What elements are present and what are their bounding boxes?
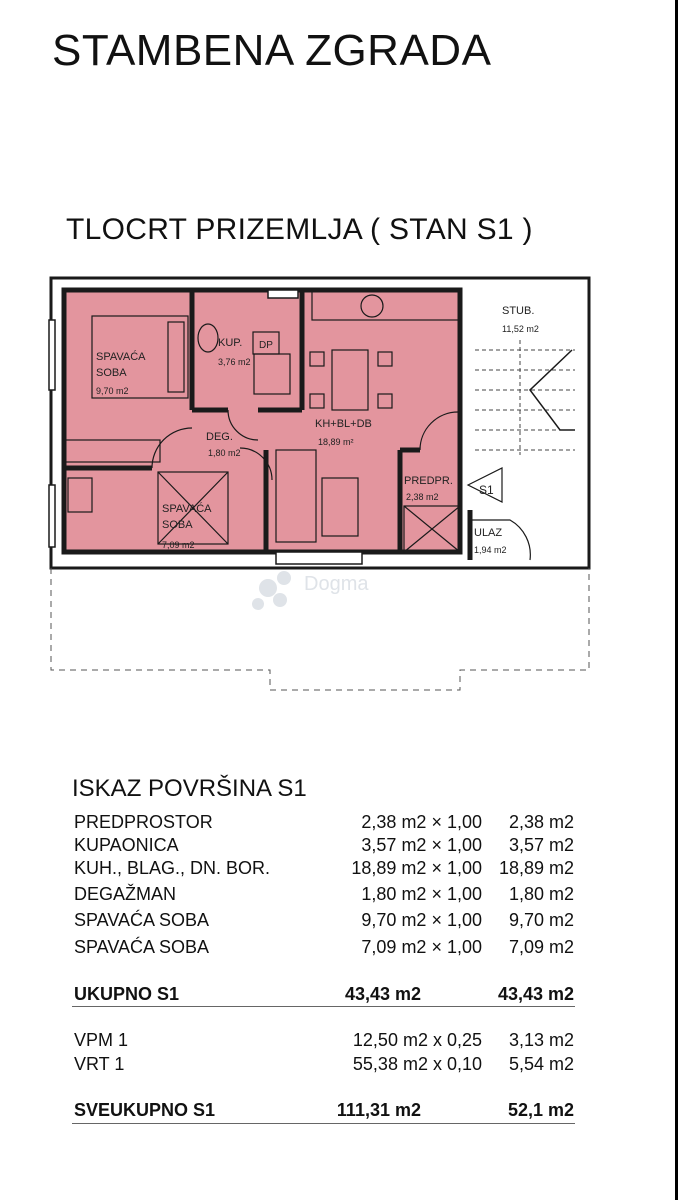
row-calc: 7,09 m2 × 1,00: [361, 937, 482, 957]
row-label: VPM 1: [74, 1030, 129, 1050]
row-label: PREDPROSTOR: [74, 812, 213, 832]
room-label-entry: PREDPR.: [404, 475, 453, 487]
room-area-porch: 1,94 m2: [474, 545, 507, 555]
room-label-bedroom-2: SPAVAĆA: [162, 503, 212, 515]
room-area-kitchen: 18,89 m²: [318, 437, 354, 447]
table-row: [0, 835, 679, 859]
room-label-bathroom: KUP.: [218, 337, 243, 349]
row-calc: 18,89 m2 × 1,00: [351, 858, 482, 878]
room-label-bedroom-1: SPAVAĆA: [96, 351, 146, 363]
row-label: SPAVAĆA SOBA: [74, 910, 210, 930]
room-label-bedroom-2-2: SOBA: [162, 519, 193, 531]
row-result: 3,13 m2: [508, 1030, 574, 1050]
watermark-text: Dogma: [304, 573, 369, 595]
row-label: SPAVAĆA SOBA: [74, 937, 210, 957]
floor-plan: [40, 270, 640, 720]
row-calc: 9,70 m2 × 1,00: [361, 910, 482, 930]
table-row: [0, 910, 679, 934]
watermark-logo: [252, 571, 291, 610]
row-calc: 2,38 m2 × 1,00: [361, 812, 482, 832]
grand-total-result: 52,1 m2: [507, 1100, 574, 1120]
row-label: VRT 1: [74, 1054, 125, 1074]
row-label: DEGAŽMAN: [74, 884, 177, 904]
row-result: 1,80 m2: [508, 884, 574, 904]
room-label-hallway: DEG.: [206, 431, 233, 443]
document-title: STAMBENA ZGRADA: [52, 26, 492, 75]
entrance-tag: S1: [479, 483, 494, 497]
table-row: [0, 884, 679, 908]
summary-title: ISKAZ POVRŠINA S1: [72, 775, 307, 802]
row-label: KUPAONICA: [74, 835, 179, 855]
row-result: 2,38 m2: [508, 812, 574, 832]
grand-total-calc: 111,31 m2: [336, 1100, 421, 1120]
table-row: [0, 812, 679, 836]
row-calc: 12,50 m2 x 0,25: [352, 1030, 482, 1050]
table-row: [0, 937, 679, 961]
row-calc: 1,80 m2 × 1,00: [361, 884, 482, 904]
row-result: 9,70 m2: [508, 910, 574, 930]
room-area-bathroom: 3,76 m2: [218, 357, 251, 367]
row-calc: 55,38 m2 x 0,10: [352, 1054, 482, 1074]
grand-total-label: SVEUKUPNO S1: [74, 1100, 216, 1120]
room-area-stairs: 11,52 m2: [502, 324, 539, 334]
room-area-bedroom-2: 7,09 m2: [162, 540, 195, 550]
room-label-bedroom-1-2: SOBA: [96, 367, 127, 379]
total-result: 43,43 m2: [497, 984, 574, 1004]
grand-total-row: [0, 1100, 679, 1124]
total-calc: 43,43 m2: [344, 984, 421, 1004]
floor-plan-drawing: [40, 270, 640, 720]
room-label-porch: ULAZ: [474, 527, 503, 539]
total-divider: [72, 1006, 575, 1007]
floor-plan-title: TLOCRT PRIZEMLJA ( STAN S1 ): [66, 213, 533, 246]
row-calc: 3,57 m2 × 1,00: [361, 835, 482, 855]
room-label-stairs: STUB.: [502, 305, 535, 317]
page-edge-line: [675, 0, 678, 1200]
total-row: [0, 984, 679, 1008]
row-result: 3,57 m2: [508, 835, 574, 855]
row-result: 18,89 m2: [498, 858, 574, 878]
grand-total-divider: [72, 1123, 575, 1124]
room-label-dp: DP: [259, 340, 273, 351]
row-result: 7,09 m2: [508, 937, 574, 957]
table-row: [0, 1030, 679, 1054]
room-area-entry: 2,38 m2: [406, 492, 439, 502]
room-area-bedroom-1: 9,70 m2: [96, 386, 129, 396]
room-area-hallway: 1,80 m2: [208, 448, 241, 458]
table-row: [0, 858, 679, 882]
total-label: UKUPNO S1: [74, 984, 180, 1004]
room-label-kitchen: KH+BL+DB: [315, 418, 372, 430]
staircase: [475, 340, 575, 455]
row-label: KUH., BLAG., DN. BOR.: [74, 858, 271, 878]
table-row: [0, 1054, 679, 1078]
row-result: 5,54 m2: [508, 1054, 574, 1074]
